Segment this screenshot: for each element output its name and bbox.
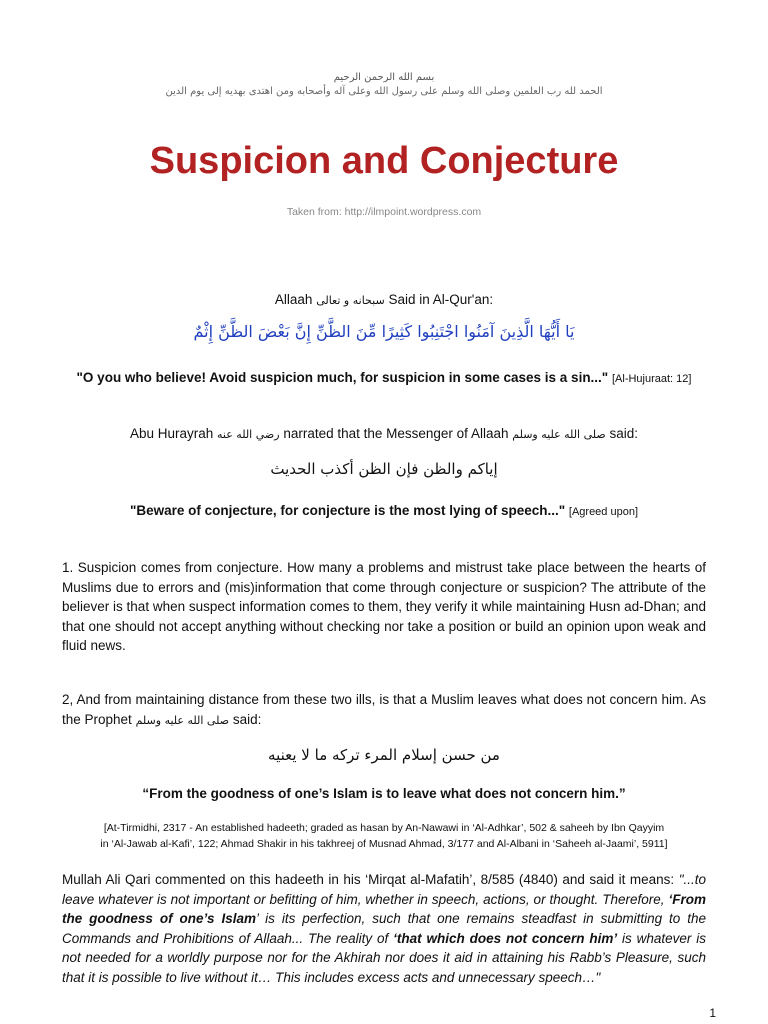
page-number: 1 [709,1006,716,1020]
point-2-arabic-salutation: صلى الله عليه وسلم [135,713,230,727]
hadith2-translation: “From the goodness of one’s Islam is to leave what does not concern him.” [142,786,626,801]
hadith2-reference-line2: in ‘Al-Jawab al-Kafi’, 122; Ahmad Shakir in his takhreej of Musnad Ahmad, 3/177 and Al-Albani in ‘Saheeh al-Jaami’, 5911] [100,838,668,850]
commentary-intro: Mullah Ali Qari commented on this hadeeth in his ‘Mirqat al-Mafatih’, 8/585 (4840) and said it means: [62,872,675,887]
hadith1-translation-text: "Beware of conjecture, for conjecture is the most lying of speech..." [129,503,566,518]
hadith1-intro [0,426,768,441]
source-line: Taken from: http://ilmpoint.wordpress.com [286,206,482,218]
point-2-said: said: [232,711,262,727]
opening-praise: الحمد لله رب العلمين وصلى الله وسلم على رسول الله وعلى آله وأصحابه ومن اهتدى بهديه إلى يوم الدين [165,86,603,97]
hadith1-intro-mid: narrated that the Messenger of Allaah [283,426,509,441]
quran-intro-pre: Allaah [274,292,313,307]
page-title: Suspicion and Conjecture [149,140,619,182]
point-1-paragraph: 1. Suspicion comes from conjecture. How many a problems and mistrust take place between the hearts of Muslims due to errors and (mis)information that come through conjecture or suspicion? The attribute of the believer is that when suspect information comes to them, they verify it while maintaining Husn ad-Dhan; and that one should not accept anything without checking nor take a position or build an opinion upon weak and fluid news. [62,560,706,653]
quran-translation [0,370,768,385]
quran-reference: [Al-Hujuraat: 12] [611,373,692,385]
hadith1-intro-arabic2: صلى الله عليه وسلم [512,428,606,441]
hadith2-reference-line1: [At-Tirmidhi, 2317 - An established hadeeth; graded as hasan by An-Nawawi in ‘Al-Adhkar’, 502 & saheeh by Ibn Qayyim [103,822,665,834]
bismillah: بسم الله الرحمن الرحيم [333,72,435,83]
hadith2-reference [62,820,706,852]
hadith1-intro-pre: Abu Hurayrah [129,426,214,441]
point-2-paragraph [62,690,706,730]
commentary-emphasis1: ‘From the goodness of one’s Islam [62,891,706,926]
commentary-paragraph [62,870,706,987]
commentary-quote-part1: "...to leave whatever is not important or befitting of him, whether in speech, actions, or thought. Therefore, [62,872,706,907]
quran-ayah: يَا أَيُّهَا الَّذِينَ آمَنُوا اجْتَنِبُوا كَثِيرًا مِّنَ الظَّنِّ إِنَّ بَعْضَ الظَّنِّ إِثْمٌ [193,322,575,341]
quran-intro-post: Said in Al-Qur'an: [388,292,494,307]
hadith1-arabic: إياكم والظن فإن الظن أكذب الحديث [270,460,498,478]
hadith1-translation [0,503,768,518]
quran-intro [0,292,768,307]
hadith1-intro-arabic1: رضي الله عنه [217,428,280,441]
commentary-quote-part3: is whatever is not needed for a worldly purpose nor for the Akhirah nor does it aid in attaining his Rabb’s Pleasure, such that it is possible to live without it… This includes excess acts and unnecessary speech…" [62,930,706,985]
commentary-emphasis2: ‘that which does not concern him’ [393,930,618,946]
hadith1-intro-post: said: [609,426,639,441]
commentary-quote-part2: ’ is its perfection, such that one remains steadfast in submitting to the Commands and Prohibitions of Allaah... The reality of [62,911,707,946]
hadith1-reference: [Agreed upon] [568,506,639,518]
quran-translation-text: "O you who believe! Avoid suspicion much, for suspicion in some cases is a sin..." [76,370,609,385]
point-2-text: 2, And from maintaining distance from these two ills, is that a Muslim leaves what does not concern him. As the Prophet [62,692,706,727]
hadith2-arabic: من حسن إسلام المرء تركه ما لا يعنيه [268,746,500,764]
quran-intro-arabic: سبحانه و تعالى [316,294,385,307]
